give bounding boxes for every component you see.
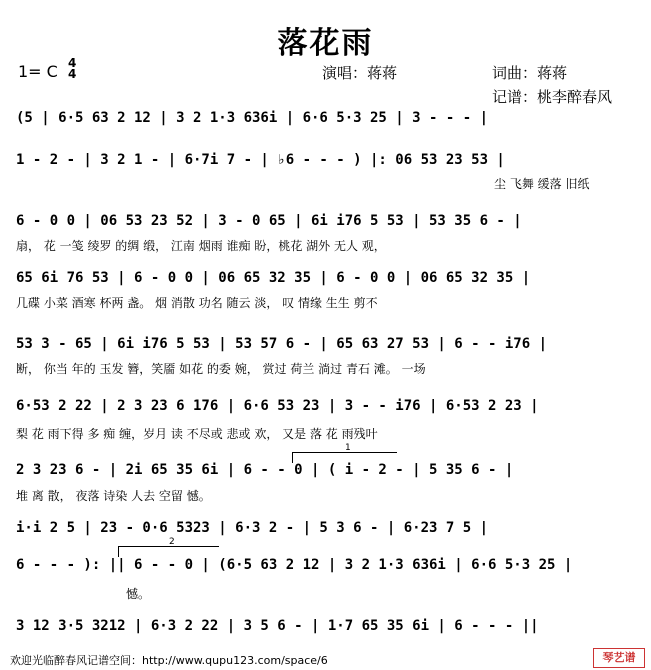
composer: 词曲：蒋蒋 [492,64,568,82]
site-logo: 琴艺谱 [593,648,645,668]
score-row-2: 1 - 2 - | 3 2 1 - | 6·7i 7 - | ♭6 - - - ) |: 06 53 23 53 | [16,152,505,168]
song-title: 落花雨 [277,26,374,61]
score-row-6: 6·53 2 22 | 2 3 23 6 176 | 6·6 53 23 | 3 - - i76 | 6·53 2 23 | [16,398,539,414]
footer-text: 欢迎光临醉春风记谱空间：http://www.qupu123.com/space/6 [10,654,328,667]
lyric-row-7: 堆 离 散， 夜落 诗染 人去 空留 憾。 [16,489,211,503]
score-row-8: i·i 2 5 | 23 - 0·6 5323 | 6·3 2 - | 5 3 6 - | 6·23 7 5 | [16,520,489,536]
score-row-5: 53 3 - 65 | 6i i76 5 53 | 53 57 6 - | 65 63 27 53 | 6 - - i76 | [16,336,548,352]
score-row-3: 6 - 0 0 | 06 53 23 52 | 3 - 0 65 | 6i i76 5 53 | 53 35 6 - | [16,213,522,229]
second-ending-number: 2 [169,537,175,547]
time-bottom: 4 [68,67,77,81]
time-top: 4 [68,56,77,70]
lyric-row-5: 断， 你当 年的 玉发 簪，笑靥 如花 的委 婉， 赏过 荷兰 淌过 青石 滩。 一场 [16,362,426,376]
score-row-1: (5 | 6·5 63 2 12 | 3 2 1·3 636i | 6·6 5·3 25 | 3 - - - | [16,110,489,126]
transcriber: 记谱：桃李醉春风 [492,88,613,106]
lyric-row-4: 几碟 小菜 酒寒 杯两 盏。 烟 消散 功名 随云 淡， 叹 情缘 生生 剪不 [16,296,378,310]
lyric-row-2: 尘 飞舞 缓落 旧纸 [494,177,590,191]
lyric-row-6: 梨 花 雨下得 多 痴 缠，岁月 读 不尽或 悲或 欢， 又是 落 花 雨残叶 [16,427,378,441]
lyric-row-3: 扇， 花 一笺 绫罗 的绸 缎， 江南 烟雨 谁痴 盼，桃花 湖外 无人 观， [16,239,386,253]
score-row-9: 6 - - - ): || 6 - - 0 | (6·5 63 2 12 | 3 2 1·3 636i | 6·6 5·3 25 | [16,557,573,573]
singer: 演唱：蒋蒋 [322,64,398,82]
second-ending-bracket [118,537,219,557]
score-row-10: 3 12 3·5 3212 | 6·3 2 22 | 3 5 6 - | 1·7 65 35 6i | 6 - - - || [16,618,539,634]
score-row-4: 65 6i 76 53 | 6 - 0 0 | 06 65 32 35 | 6 - 0 0 | 06 65 32 35 | [16,270,531,286]
lyric-row-9: 憾。 [126,587,151,601]
score-row-7: 2 3 23 6 - | 2i 65 35 6i | 6 - - 0 | ( i - 2 - | 5 35 6 - | [16,462,514,478]
time-signature [68,58,76,80]
first-ending-number: 1 [345,443,351,453]
key-signature: 1= C [18,62,58,81]
